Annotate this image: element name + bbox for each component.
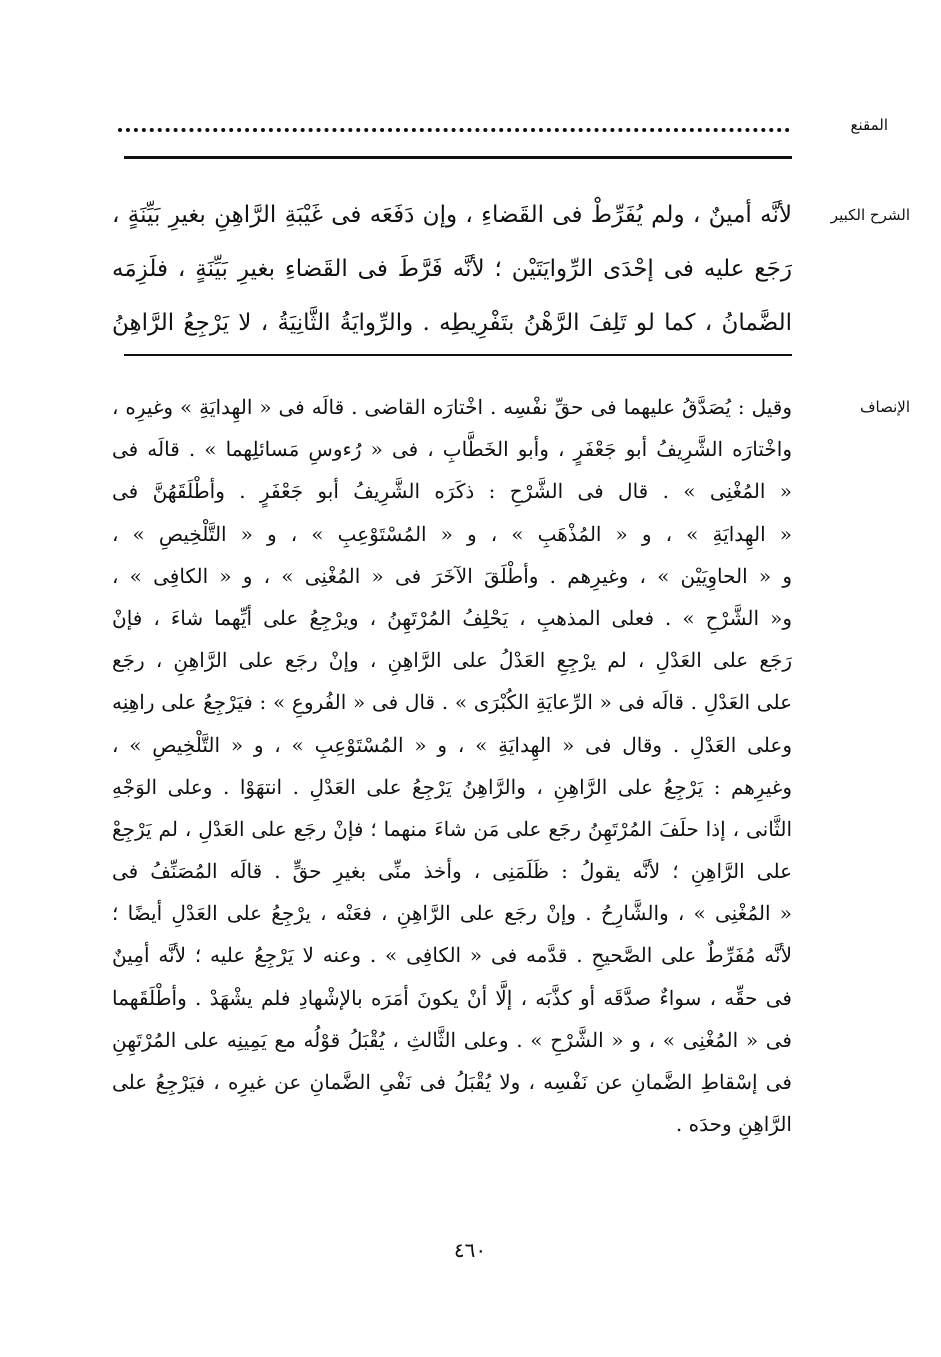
insaf-line: وقيل : يُصَدَّقُ عليهما فى حقِّ نفْسِه . اخْتارَه القاضى . قالَه فى « الهِدايَةِ » وغيرِه ، xyxy=(112,395,792,419)
insaf-line: الثَّانى ، إذا حلَفَ المُرْتَهِنُ رجَع على مَن شاءَ منهما ؛ فإنْ رجَع على العَدْلِ ، لم يَرْجِعْ xyxy=(112,816,792,841)
insaf-line: « المُغْنِى » . قال فى الشَّرْحِ : ذكَرَه الشَّرِيفُ أبو جَعْفَرٍ . وأطْلَقَهُنَّ فى xyxy=(112,479,792,504)
insaf-line: و « الحاوِيَيْن » ، وغيرِهم . وأطْلَقَ الآخَرَ فى « المُغْنِى » ، و « الكافِى » ، xyxy=(112,563,792,588)
page-number: ٤٦٠ xyxy=(453,1238,487,1262)
insaf-line: « المُغْنِى » ، والشَّارِحُ . وإنْ رجَع على الرَّاهِنِ ، فعَنْه ، يرْجِعُ على العَدْلِ أيضًا ؛ xyxy=(112,901,792,926)
sharh-line: الضَّمانُ ، كما لو تَلِفَ الرَّهْنُ بتَفْرِيطِه . والرِّوايَةُ الثَّانِيَةُ ، لا يَرْجِعُ الرَّاهِنُ xyxy=(112,310,792,336)
insaf-line: فى « المُغْنِى » ، و « الشَّرْحِ » . وعلى الثَّالثِ ، يُقْبَلُ قوْلُه مع يَمِينِه على المُرْتَهِنِ xyxy=(112,1027,792,1052)
sharh-line: رَجَع عليه فى إحْدَى الرِّوايَتَيْن ؛ لأنَّه فَرَّطَ فى القَضاءِ بغيرِ بَيِّنَةٍ ، فلَزِمَه xyxy=(112,256,792,282)
insaf-line: على الرَّاهِنِ ؛ لأنَّه يقولُ : ظَلَمَنِى ، وأخذ منِّى بغيرِ حقٍّ . قالَه المُصَنِّفُ فى xyxy=(112,859,792,884)
sharh-line: لأنَّه أمينٌ ، ولم يُفَرِّطْ فى القَضاءِ ، وإن دَفَعَه فى غَيْبَةِ الرَّاهِنِ بغيرِ بَيِّنَةٍ ، xyxy=(112,202,792,228)
insaf-text-block xyxy=(112,386,792,1145)
book-title: المقنع xyxy=(850,116,888,134)
insaf-line: على العَدْلِ . قالَه فى « الرِّعايَةِ الكُبْرَى » . قال فى « الفُروعِ » : فيَرْجِعُ على راهِنِه xyxy=(112,690,792,715)
insaf-line: واخْتارَه الشَّرِيفُ أبو جَعْفَرٍ ، وأبو الخَطَّابِ ، فى « رُءوسِ مَسائلِهما » . قالَه فى xyxy=(112,437,792,462)
insaf-line: و« الشَّرْحِ » . فعلى المذهبِ ، يَحْلِفُ المُرْتَهِنُ ، ويرْجِعُ على أيِّهما شاءَ ، فإنْ xyxy=(112,605,792,630)
insaf-line: وغيرِهم : يَرْجِعُ على الرَّاهِنِ ، والرَّاهِنُ يَرْجِعُ على العَدْلِ . انتهَوْا . وعلى الوَجْهِ xyxy=(112,774,792,799)
dotted-separator xyxy=(118,128,790,132)
insaf-line: « الهِدايَةِ » ، و « المُذْهَبِ » ، و « المُسْتَوْعِبِ » ، و « التَّلْخِيصِ » ، xyxy=(112,521,792,546)
insaf-line: فى إسْقاطِ الضَّمانِ عن نَفْسِه ، ولا يُقْبَلُ فى نَفْىِ الضَّمانِ عن غيرِه ، فيَرْجِعُ على xyxy=(112,1070,792,1094)
insaf-line: لأنَّه مُفَرِّطٌ على الصَّحيحِ . قدَّمه فى « الكافِى » . وعنه لا يَرْجِعُ عليه ؛ لأنَّه أمِينٌ xyxy=(112,943,792,968)
insaf-line: وعلى العَدْلِ . وقال فى « الهِدايَةِ » ، و « المُسْتَوْعِبِ » ، و « التَّلْخِيصِ » ، xyxy=(112,732,792,757)
sharh-text-block xyxy=(112,188,792,350)
top-rule xyxy=(124,156,792,159)
insaf-margin-label: الإنصاف xyxy=(859,398,910,416)
insaf-line: فى حقِّه ، سواءٌ صدَّقَه أو كذَّبَه ، إلَّا أنْ يكونَ أمَرَه بالإشْهادِ فلم يشْهَدْ . وأطْلَقَهما xyxy=(112,985,792,1010)
section-divider xyxy=(124,354,792,356)
insaf-line: الرَّاهِنِ وحدَه . xyxy=(675,1112,792,1137)
sharh-margin-label: الشرح الكبير xyxy=(830,206,910,224)
insaf-line: رَجَع على العَدْلِ ، لم يرْجِعِ العَدْلُ على الرَّاهِنِ ، وإنْ رجَع على الرَّاهِنِ ، رجَع xyxy=(112,648,792,673)
